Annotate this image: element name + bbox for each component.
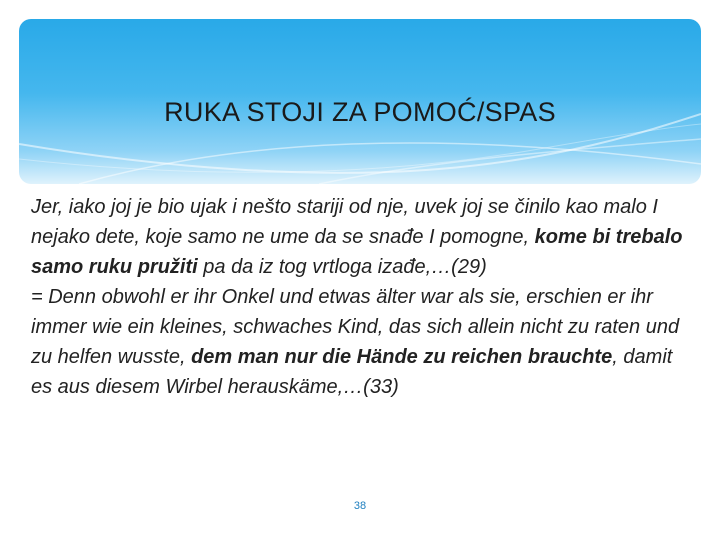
- slide-body: [31, 192, 691, 402]
- page-number: 38: [353, 500, 367, 512]
- paragraph-serbian: [31, 192, 691, 282]
- title-banner: [19, 19, 701, 184]
- paragraph-german: [31, 282, 691, 402]
- slide-title: RUKA STOJI ZA POMOĆ/SPAS: [164, 97, 556, 127]
- paragraph-german-text-2: , damit es aus diesem Wirbel herauskäme,…(33): [31, 346, 673, 398]
- paragraph-serbian-text-2: pa da iz tog vrtloga izađe,…(29): [197, 256, 487, 278]
- paragraph-serbian-text-1: Jer, iako joj je bio ujak i nešto stariji od nje, uvek joj se činilo kao malo I nejako dete, koje samo ne ume da se snađe I pomogne,: [31, 196, 658, 248]
- paragraph-german-bold: dem man nur die Hände zu reichen brauchte: [191, 346, 613, 368]
- paragraph-german-text-1: = Denn obwohl er ihr Onkel und etwas älter war als sie, erschien er ihr immer wie ein kleines, schwaches Kind, das sich allein nicht zu raten und zu helfen wusste,: [31, 286, 680, 368]
- paragraph-serbian-bold: kome bi trebalo samo ruku pružiti: [31, 226, 683, 278]
